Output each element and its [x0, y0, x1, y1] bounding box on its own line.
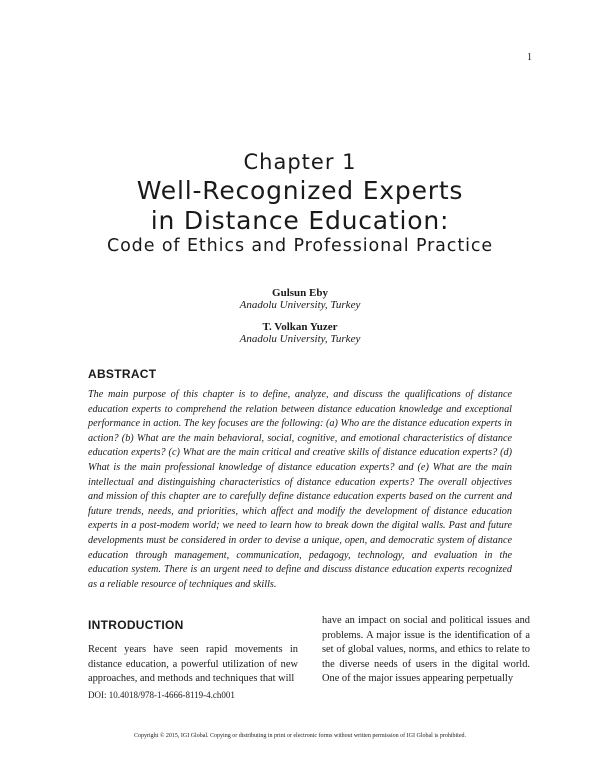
author-affiliation: Anadolu University, Turkey: [239, 333, 361, 345]
page-number: 1: [527, 52, 532, 63]
introduction-heading: INTRODUCTION: [88, 618, 184, 632]
copyright-footer: Copyright © 2015, IGI Global. Copying or distributing in print or electronic forms without written permission of IGI Global is prohibited.: [133, 733, 466, 739]
chapter-title-line-1: Well-Recognized Experts: [136, 176, 464, 205]
chapter-title-line-2: in Distance Education:: [150, 206, 450, 235]
abstract-heading: ABSTRACT: [88, 367, 157, 381]
introduction-left-column: Recent years have seen rapid movements in distance education, a powerful utilization of new approaches, and methods and techniques that will: [88, 644, 298, 685]
doi-line: DOI: 10.4018/978-1-4666-8119-4.ch001: [88, 690, 235, 700]
author-name: T. Volkan Yuzer: [262, 321, 338, 333]
abstract-text: The main purpose of this chapter is to define, analyze, and discuss the qualifications of distance education experts to comprehend the relation between distance education knowledge and exceptional performance in action. The key focuses are the following: (a) Who are the distance education experts in action? (b) What are the main behavioral, social, cognitive, and emotional characteristics of distance education experts? (c) What are the main critical and creative skills of distance education experts? (d) What is the main professional knowledge of distance education experts? and (e) What are the main intellectual and distinguishing characteristics of distance education experts? The overall objectives and mission of this chapter are to carefully define distance education experts based on the current and future trends, needs, and priorities, which affect and modify the development of distance education experts in a post-modem world; we need to learn how to break down the digital walls. Past and future developments must be considered in order to devise a unique, open, and democratic system of distance education through management, communication, pedagogy, technology, and evaluation in the education system. There is an urgent need to define and discuss distance education experts recognized as a reliable resource of techniques and skills.: [88, 389, 512, 590]
chapter-subtitle: Code of Ethics and Professional Practice: [106, 236, 494, 256]
introduction-right-column: have an impact on social and political issues and problems. A major issue is the identification of a set of global values, norms, and ethics to relate to the diverse needs of users in the digital world. One of the major issues appearing perpetually: [322, 615, 530, 685]
author-name: Gulsun Eby: [272, 287, 328, 299]
author-affiliation: Anadolu University, Turkey: [239, 299, 361, 311]
chapter-label: Chapter 1: [243, 150, 357, 174]
